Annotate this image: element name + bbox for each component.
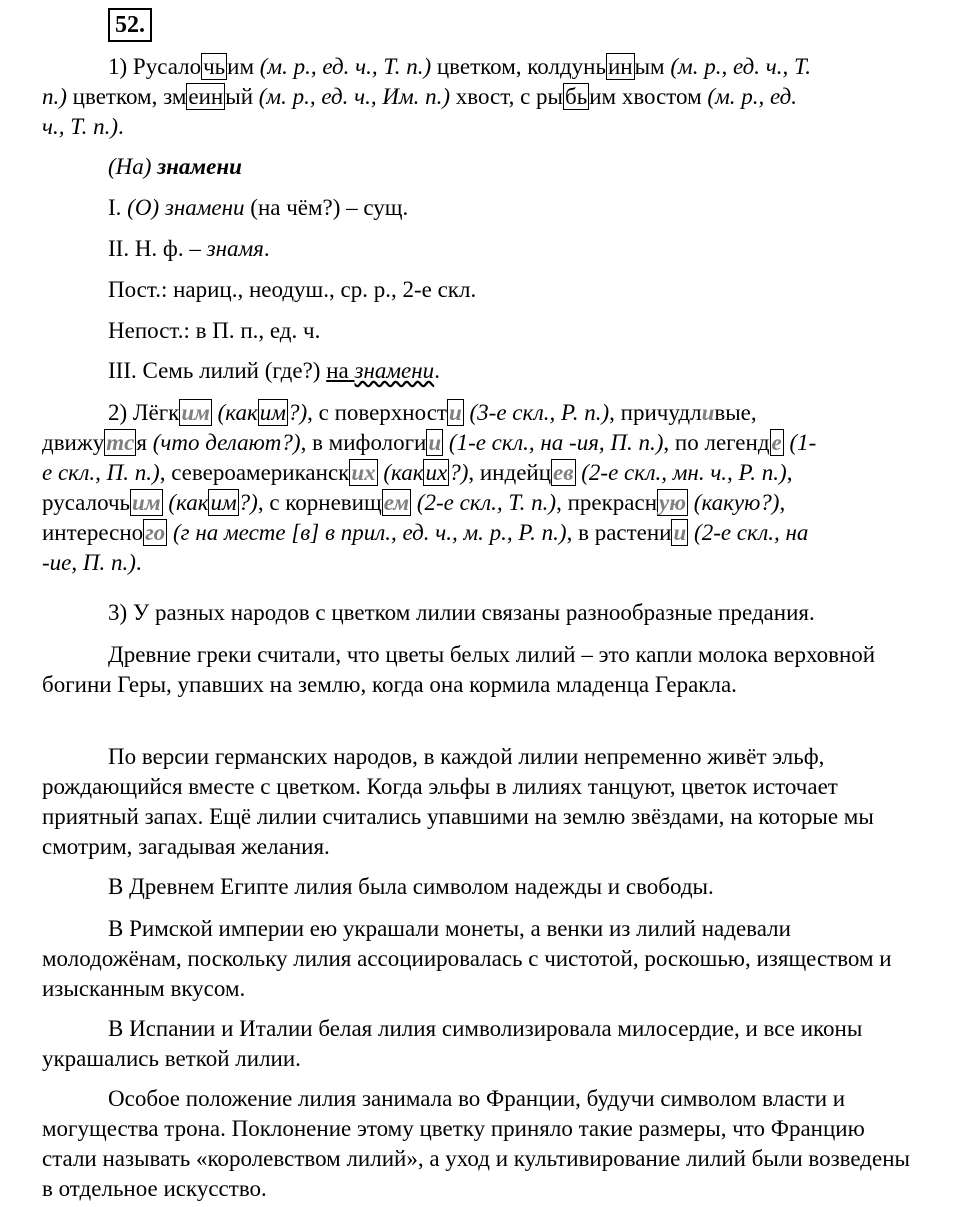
- boxed-ending: го: [145, 520, 166, 545]
- grammar-note: (1-: [783, 430, 817, 455]
- text: , с корневищ: [257, 490, 382, 515]
- grammar-note: (м. р., ед. ч., Т. п.): [259, 54, 432, 79]
- text: , в мифологи: [300, 430, 427, 455]
- exercise-number: 52.: [108, 8, 152, 42]
- text: ,: [779, 490, 786, 515]
- part1-paragraph: [42, 52, 912, 142]
- text: ый: [225, 84, 259, 109]
- paragraph-germany: По версии германских народов, в каждой лилии непременно живёт эльф, рождающийся вместе с цветком. Когда эльфы в лилиях танцуют, цветок источает приятный запах. Ещё лилии считались упавшими на землю звёздами, на которые мы смотрим, загадывая желания.: [42, 744, 874, 859]
- text: интересно: [42, 520, 144, 545]
- text: .: [117, 114, 124, 139]
- text: , с поверхност: [307, 400, 447, 425]
- text: я: [136, 430, 147, 455]
- text: , индейц: [468, 460, 552, 485]
- paragraph-egypt: В Древнем Египте лилия была символом надежды и свободы.: [108, 874, 714, 899]
- text: .: [135, 550, 142, 575]
- text: 1) Русало: [108, 54, 202, 79]
- grammar-note: (м. р., ед. ч., Т.: [670, 54, 812, 79]
- grammar-note: -ие, П. п.): [42, 550, 136, 575]
- paragraph-france: Особое положение лилия занимала во Франции, будучи символом власти и могущества трона. Поклонение этому цветку приняло такие размеры, что Францию стали называть «королевством лилий», а уход и культивирование лилий были возведены в отдельное искусство.: [42, 1086, 910, 1201]
- text: им: [227, 54, 260, 79]
- analysis-heading: [108, 152, 908, 182]
- boxed-ending: им: [210, 490, 237, 515]
- question: (как: [377, 460, 424, 485]
- heading-word: знамени: [157, 154, 242, 179]
- text: ,: [786, 460, 793, 485]
- paragraph-rome: В Римской империи ею украшали монеты, а венки из лилий надевали молодожёнам, поскольку лилия ассоциировалась с чистотой, роскошью, изяществом и изысканным вкусом.: [42, 916, 892, 1001]
- text: ым: [634, 54, 671, 79]
- boxed-ending: еин: [188, 84, 224, 109]
- analysis-line-2: [108, 234, 908, 264]
- grammar-note: (м. р., ед.: [707, 84, 798, 109]
- text: 2) Лёгк: [108, 400, 180, 425]
- grammar-note: (3-е скл., Р. п.): [463, 400, 610, 425]
- wavy-underlined-word: знамени: [354, 358, 435, 383]
- text: , причудл: [609, 400, 702, 425]
- question: (какую?): [688, 490, 780, 515]
- question: ?): [287, 400, 308, 425]
- text: цветком, зм: [66, 84, 187, 109]
- underlined-word: на: [326, 358, 349, 383]
- boxed-ending: ев: [553, 460, 574, 485]
- analysis-line-5: [108, 356, 908, 386]
- analysis-line-4: Непост.: в П. п., ед. ч.: [108, 318, 321, 343]
- grammar-note: е скл., П. п.): [42, 460, 160, 485]
- question: (как: [162, 490, 209, 515]
- text: хвост, с ры: [450, 84, 563, 109]
- question: ?): [449, 460, 469, 485]
- text: (на чём?) – сущ.: [244, 195, 409, 220]
- boxed-ending: их: [425, 460, 448, 485]
- boxed-ending: бь: [565, 84, 588, 109]
- boxed-ending: и: [448, 400, 462, 425]
- boxed-ending: ую: [659, 490, 687, 515]
- text: .: [434, 358, 440, 383]
- boxed-ending: им: [132, 490, 161, 515]
- grammar-note: (м. р., ед. ч., Им. п.): [258, 84, 451, 109]
- boxed-ending: чь: [203, 54, 226, 79]
- grammar-note: (2-е скл., на: [688, 520, 809, 545]
- grammar-note: п.): [42, 84, 67, 109]
- text: .: [263, 236, 270, 261]
- grammar-note: (г на месте [в] в прил., ед. ч., м. р., Р. п.): [167, 520, 567, 545]
- question: ?): [238, 490, 258, 515]
- grammar-note: ч., Т. п.): [42, 114, 118, 139]
- text: , в растени: [566, 520, 672, 545]
- text: III. Семь лилий (где?): [108, 358, 327, 383]
- text: , прекрасн: [556, 490, 658, 515]
- analysis-line-1: [108, 193, 908, 223]
- text: русалочь: [42, 490, 131, 515]
- text: , североамериканск: [159, 460, 350, 485]
- boxed-ending: ем: [383, 490, 410, 515]
- text: II. Н. ф. –: [108, 236, 207, 261]
- analysis-line-3: Пост.: нариц., неодуш., ср. р., 2-е скл.: [108, 277, 477, 302]
- boxed-ending: и: [428, 430, 442, 455]
- text: вые,: [714, 400, 757, 425]
- text: цветком, колдунь: [431, 54, 606, 79]
- text: , по легенд: [663, 430, 770, 455]
- grammar-note: (2-е скл., Т. п.): [411, 490, 557, 515]
- part2-paragraph: [42, 398, 912, 578]
- grammar-note: (1-е скл., на -ия, П. п.): [443, 430, 664, 455]
- boxed-suffix: тс: [106, 430, 135, 455]
- text: им хвостом: [589, 84, 708, 109]
- word: (О) знамени: [127, 195, 245, 220]
- word: знамя: [206, 236, 264, 261]
- boxed-ending: е: [771, 430, 782, 455]
- paragraph-greece: Древние греки считали, что цветы белых лилий – это капли молока верховной богини Геры, упавших на землю, когда она кормила младенца Геракла.: [42, 642, 876, 697]
- boxed-ending: им: [181, 400, 210, 425]
- boxed-ending: им: [259, 400, 286, 425]
- question: (как: [211, 400, 258, 425]
- heading-prefix: (На): [108, 154, 158, 179]
- boxed-ending: и: [673, 520, 687, 545]
- boxed-ending: их: [351, 460, 376, 485]
- text: движу: [42, 430, 105, 455]
- grammar-note: (2-е скл., мн. ч., Р. п.): [575, 460, 787, 485]
- boxed-ending: ин: [607, 54, 633, 79]
- paragraph-spain-italy: В Испании и Италии белая лилия символизировала милосердие, и все иконы украшались веткой лилии.: [42, 1016, 863, 1071]
- question: (что делают?): [146, 430, 301, 455]
- vowel-mark: и: [701, 400, 715, 425]
- text: I.: [108, 195, 128, 220]
- part3-intro: 3) У разных народов с цветком лилии связаны разнообразные предания.: [108, 600, 815, 625]
